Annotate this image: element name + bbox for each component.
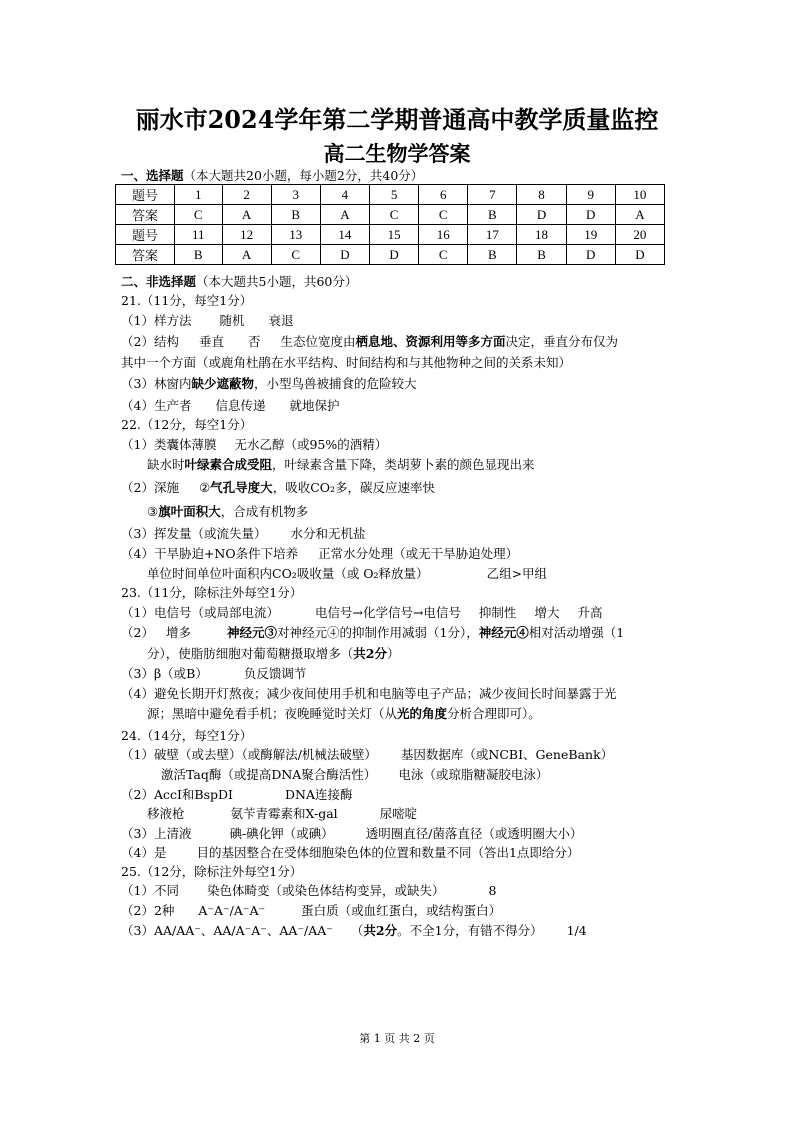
table-cell: C bbox=[419, 205, 468, 225]
sub-title: 高二生物学答案 bbox=[323, 141, 471, 166]
section2-note: （本大题共5小题，共60分） bbox=[196, 274, 358, 289]
q23-l3-c: ） bbox=[386, 646, 400, 661]
q25-l1-b: 染色体畸变（或染色体结构变异，或缺失） bbox=[206, 883, 445, 898]
table-cell: 14 bbox=[320, 225, 369, 245]
q24-l5-a: （3）上清液 bbox=[121, 826, 192, 841]
q24-l6-a: （4）是 bbox=[121, 845, 167, 860]
table-cell: 17 bbox=[468, 225, 517, 245]
q21-line5 bbox=[121, 396, 339, 414]
q23-l1-d: 增大 bbox=[534, 605, 560, 620]
q25-l2-b: A⁻A⁻/A⁻A⁻ bbox=[198, 903, 266, 918]
table-cell: B bbox=[175, 245, 223, 265]
section1-heading bbox=[121, 166, 423, 184]
q25-l3-b: （ bbox=[350, 923, 364, 938]
q21-l4-a: （3）林窗内 bbox=[121, 376, 192, 391]
table-cell: C bbox=[369, 205, 418, 225]
q21-l4-b: 缺少遮蔽物 bbox=[191, 376, 254, 391]
table-cell: 15 bbox=[369, 225, 418, 245]
table-cell: 7 bbox=[468, 185, 517, 205]
table-cell: 20 bbox=[615, 225, 664, 245]
q24-l4-c: 尿嘧啶 bbox=[379, 806, 418, 821]
q23-l2-a: （2） bbox=[121, 625, 154, 640]
table-cell: 3 bbox=[271, 185, 320, 205]
q25-head: 25.（12分，除标注外每空1分） bbox=[121, 864, 303, 879]
table-row bbox=[116, 205, 665, 225]
q23-l1-e: 升高 bbox=[577, 605, 603, 620]
q22-line3 bbox=[121, 478, 435, 496]
q22-head: 22.（12分，每空1分） bbox=[121, 417, 253, 432]
table-cell: 12 bbox=[222, 225, 271, 245]
q21-l4-c: ，小型鸟兽被捕食的危险较大 bbox=[253, 376, 417, 391]
q23-l2-c: 神经元③ bbox=[226, 625, 277, 640]
q21-head: 21.（11分，每空1分） bbox=[121, 293, 253, 308]
q23-line3 bbox=[147, 644, 399, 662]
q22-l3-b: ② bbox=[198, 480, 211, 495]
section1-note: （本大题共20小题，每小题2分，共40分） bbox=[183, 168, 424, 183]
q24-line1 bbox=[121, 745, 613, 763]
table-cell: D bbox=[517, 205, 566, 225]
q24-line2 bbox=[161, 765, 548, 783]
q22-l7-b: 乙组>甲组 bbox=[486, 566, 548, 581]
q23-line1 bbox=[121, 603, 602, 621]
table-row-label: 题号 bbox=[116, 225, 175, 245]
table-cell: 6 bbox=[419, 185, 468, 205]
q23-l6-a: 源；黑暗中避免看手机；夜晚睡觉时关灯（从 bbox=[147, 706, 398, 721]
table-cell: 16 bbox=[419, 225, 468, 245]
q21-l1-c: 衰退 bbox=[268, 313, 294, 328]
q25-line2 bbox=[121, 901, 501, 919]
q22-l6-a: （4）干旱胁迫+NO条件下培养 bbox=[121, 546, 299, 561]
table-row bbox=[116, 245, 665, 265]
q21-l5-c: 就地保护 bbox=[289, 398, 340, 413]
q24-line6 bbox=[121, 843, 579, 861]
table-row bbox=[116, 185, 665, 205]
q25-l3-c: 共2分 bbox=[363, 923, 398, 938]
q23-l3-b: 共2分 bbox=[353, 646, 387, 661]
table-cell: B bbox=[468, 205, 517, 225]
q24-l5-c: 透明圈直径/菌落直径（或透明圈大小） bbox=[365, 826, 583, 841]
table-cell: 2 bbox=[222, 185, 271, 205]
q21-l2-f: 决定，垂直分布仅为 bbox=[505, 334, 619, 349]
q21-l2-c: 否 bbox=[247, 334, 261, 349]
main-title: 丽水市2024学年第二学期普通高中教学质量监控 bbox=[135, 105, 659, 134]
q22-l4-b: 旗叶面积大 bbox=[158, 504, 221, 519]
table-cell: D bbox=[566, 205, 615, 225]
q21-line4 bbox=[121, 374, 416, 392]
table-cell: 8 bbox=[517, 185, 566, 205]
q21-l2-b: 垂直 bbox=[198, 334, 224, 349]
q25-l1-a: （1）不同 bbox=[121, 883, 179, 898]
table-cell: 1 bbox=[175, 185, 223, 205]
q21-l2-e: 栖息地、资源利用等多方面 bbox=[355, 334, 506, 349]
q22-l3-d: ，吸收CO₂多，碳反应速率快 bbox=[272, 480, 436, 495]
table-cell: A bbox=[320, 205, 369, 225]
answer-table bbox=[115, 184, 665, 265]
q25-line3 bbox=[121, 921, 587, 939]
q24-l5-b: 碘-碘化钾（或碘） bbox=[229, 826, 334, 841]
q22-line2 bbox=[147, 455, 535, 473]
q21-l5-b: 信息传递 bbox=[215, 398, 266, 413]
table-cell: C bbox=[419, 245, 468, 265]
q22-l5-b: 水分和无机盐 bbox=[290, 526, 366, 541]
q23-l1-c: 抑制性 bbox=[478, 605, 517, 620]
q22-l1-b: 无水乙醇（或95%的酒精） bbox=[234, 437, 388, 452]
q25-l3-a: （3）AA/AA⁻、AA/A⁻A⁻、AA⁻/AA⁻ bbox=[121, 923, 333, 938]
table-cell: B bbox=[468, 245, 517, 265]
page-footer: 第 1 页 共 2 页 bbox=[359, 1032, 435, 1045]
q21-line3: 其中一个方面（或鹿角杜鹃在水平结构、时间结构和与其他物种之间的关系未知） bbox=[121, 355, 572, 370]
q24-l4-b: 氨苄青霉素和X-gal bbox=[230, 806, 338, 821]
table-cell: 4 bbox=[320, 185, 369, 205]
q25-l2-a: （2）2种 bbox=[121, 903, 175, 918]
q23-line2 bbox=[121, 623, 624, 641]
q21-line2 bbox=[121, 332, 618, 350]
table-cell: 19 bbox=[566, 225, 615, 245]
q22-l2-b: 叶绿素合成受阻 bbox=[184, 457, 273, 472]
table-cell: 18 bbox=[517, 225, 566, 245]
q25-l1-c: 8 bbox=[488, 883, 497, 898]
table-cell: 10 bbox=[615, 185, 664, 205]
q22-l2-a: 缺水时 bbox=[147, 457, 185, 472]
table-cell: D bbox=[566, 245, 615, 265]
q24-l4-a: 移液枪 bbox=[147, 806, 185, 821]
table-cell: B bbox=[271, 205, 320, 225]
q24-l3-a: （2）AccⅠ和BspDⅠ bbox=[121, 787, 233, 802]
q24-l1-a: （1）破壁（或去壁）（或酶解法/机械法破壁） bbox=[121, 747, 377, 762]
q23-line5: （4）避免长期开灯熬夜；减少夜间使用手机和电脑等电子产品；减少夜间长时间暴露于光 bbox=[121, 686, 617, 701]
q25-line1 bbox=[121, 881, 496, 899]
table-row-label: 答案 bbox=[116, 245, 175, 265]
q24-head: 24.（14分，每空1分） bbox=[121, 728, 253, 743]
q23-l3-a: 分），使脂肪细胞对葡萄糖摄取增多（ bbox=[147, 646, 354, 661]
q22-l2-c: ，叶绿素含量下降，类胡萝卜素的颜色显现出来 bbox=[272, 457, 535, 472]
table-cell: 5 bbox=[369, 185, 418, 205]
q24-l2-a: 激活Taq酶（或提高DNA聚合酶活性） bbox=[161, 767, 377, 782]
q21-l1-b: 随机 bbox=[219, 313, 245, 328]
q21-l2-a: （2）结构 bbox=[121, 334, 179, 349]
table-cell: A bbox=[222, 205, 271, 225]
q23-l2-d: 对神经元④的抑制作用减弱（1分）， bbox=[276, 625, 479, 640]
q21-l1-a: （1）样方法 bbox=[121, 313, 192, 328]
q21-line1 bbox=[121, 311, 293, 329]
table-cell: 9 bbox=[566, 185, 615, 205]
table-row-label: 题号 bbox=[116, 185, 175, 205]
table-cell: A bbox=[615, 205, 664, 225]
q23-l2-f: 相对活动增强（1 bbox=[528, 625, 625, 640]
q22-l3-a: （2）深施 bbox=[121, 480, 179, 495]
q24-line3 bbox=[121, 785, 352, 803]
table-cell: D bbox=[320, 245, 369, 265]
table-row-label: 答案 bbox=[116, 205, 175, 225]
q21-l5-a: （4）生产者 bbox=[121, 398, 192, 413]
table-cell: D bbox=[369, 245, 418, 265]
table-row bbox=[116, 225, 665, 245]
q23-l4-b: 负反馈调节 bbox=[243, 666, 307, 681]
table-cell: C bbox=[175, 205, 223, 225]
q23-l1-b: 电信号→化学信号→电信号 bbox=[314, 605, 461, 620]
table-cell: A bbox=[222, 245, 271, 265]
q24-l1-b: 基因数据库（或NCBI、GeneBank） bbox=[400, 747, 614, 762]
q24-l2-b: 电泳（或琼脂糖凝胶电泳） bbox=[398, 767, 549, 782]
q23-line6 bbox=[147, 704, 541, 722]
table-cell: B bbox=[517, 245, 566, 265]
q23-l2-b: 增多 bbox=[165, 625, 191, 640]
q24-line4 bbox=[147, 804, 417, 822]
q22-l3-c: 气孔导度大 bbox=[210, 480, 273, 495]
q25-l3-e: 1/4 bbox=[566, 923, 587, 938]
q23-l4-a: （3）β（或B） bbox=[121, 666, 208, 681]
q22-line5 bbox=[121, 524, 365, 542]
q22-l6-b: 正常水分处理（或无干旱胁迫处理） bbox=[318, 546, 519, 561]
q22-l7-a: 单位时间单位叶面积内CO₂吸收量（或 O₂释放量） bbox=[147, 566, 429, 581]
section1-title: 一、选择题 bbox=[121, 168, 184, 183]
table-cell: 11 bbox=[175, 225, 223, 245]
q23-l6-c: 分析合理即可）。 bbox=[447, 706, 541, 721]
q22-l5-a: （3）挥发量（或流失量） bbox=[121, 526, 267, 541]
table-cell: 13 bbox=[271, 225, 320, 245]
q23-l2-e: 神经元④ bbox=[478, 625, 529, 640]
q25-l3-d: 。不全1分，有错不得分） bbox=[397, 923, 543, 938]
q23-head: 23.（11分，除标注外每空1分） bbox=[121, 585, 303, 600]
q23-line4 bbox=[121, 664, 306, 682]
q24-l6-b: 目的基因整合在受体细胞染色体的位置和数量不同（答出1点即给分） bbox=[196, 845, 580, 860]
q21-l2-d: 生态位宽度由 bbox=[280, 334, 356, 349]
table-cell: D bbox=[615, 245, 664, 265]
q22-line7 bbox=[147, 564, 547, 582]
q25-l2-c: 蛋白质（或血红蛋白，或结构蛋白） bbox=[301, 903, 502, 918]
section2-heading bbox=[121, 272, 357, 290]
q23-l1-a: （1）电信号（或局部电流） bbox=[121, 605, 279, 620]
q24-l3-b: DNA连接酶 bbox=[284, 787, 353, 802]
q24-line5 bbox=[121, 824, 582, 842]
q22-line6 bbox=[121, 544, 518, 562]
q22-line1 bbox=[121, 435, 387, 453]
q22-l4-a: ③ bbox=[147, 504, 159, 519]
q22-line4 bbox=[147, 502, 308, 520]
section2-title: 二、非选择题 bbox=[121, 274, 197, 289]
q22-l1-a: （1）类囊体薄膜 bbox=[121, 437, 217, 452]
table-cell: C bbox=[271, 245, 320, 265]
q22-l4-c: ，合成有机物多 bbox=[220, 504, 309, 519]
q23-l6-b: 光的角度 bbox=[397, 706, 448, 721]
